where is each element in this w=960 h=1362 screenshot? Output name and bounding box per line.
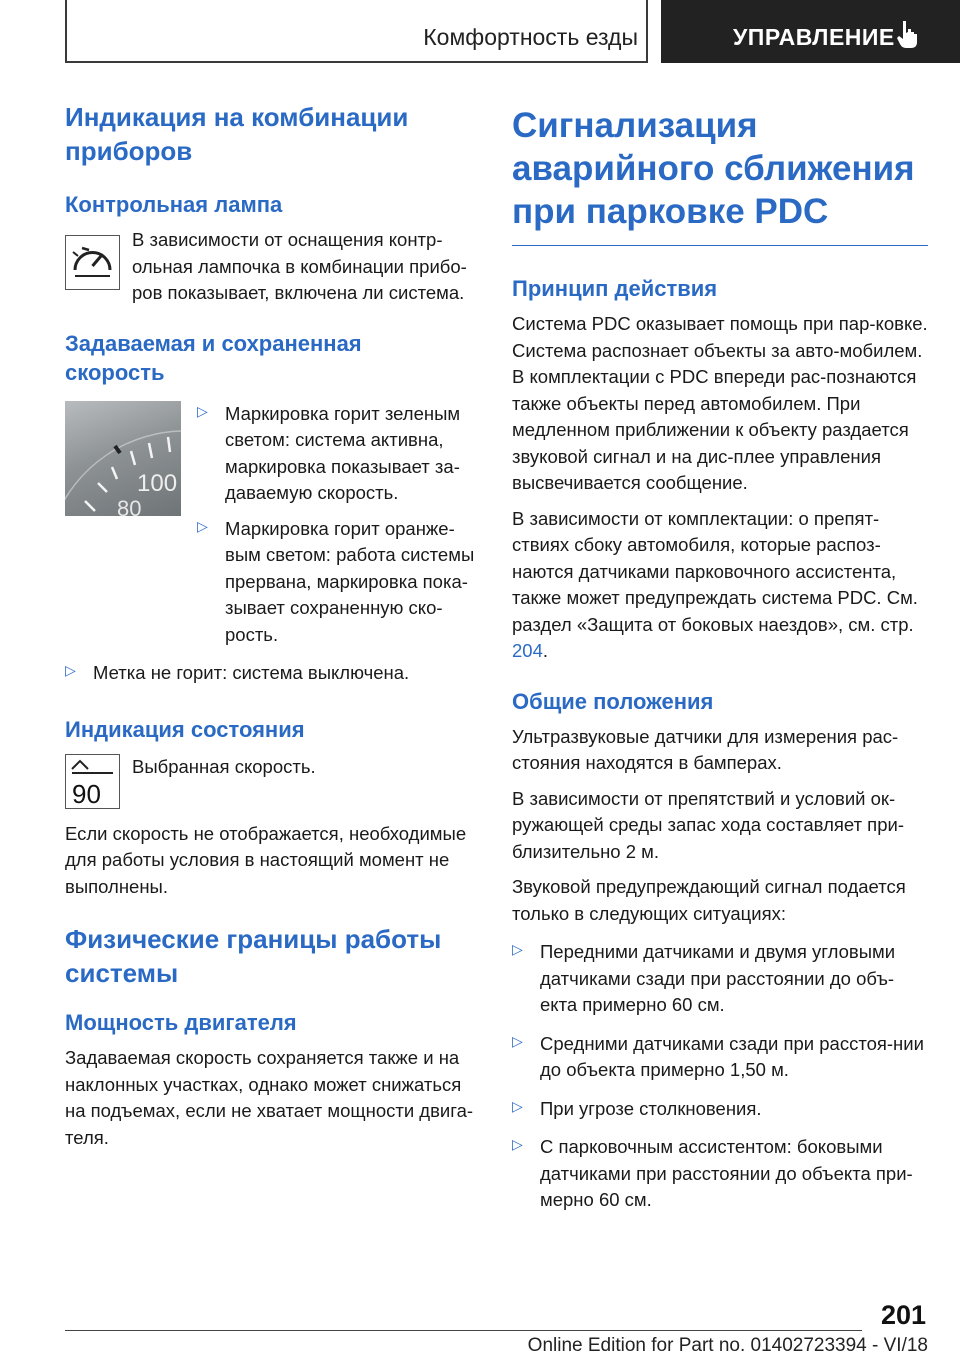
left-column xyxy=(65,100,477,1151)
gauge-label-80: 80 xyxy=(117,495,142,516)
list-item: ▷ Метка не горит: система выключена. xyxy=(65,660,477,687)
engine-description: Задаваемая скорость сохраняется также и на наклонных участках, однако может снижаться на подъемах, если не хватает мощности двига-теля. xyxy=(65,1047,474,1148)
speedometer-image xyxy=(65,401,181,516)
page-title: Сигнализация аварийного сближения при парковке PDC xyxy=(512,106,915,231)
list-item: ▷ Маркировка горит оранже-вым светом: работа системы прервана, маркировка пока-зывает сохраненную ско-рость. xyxy=(197,516,477,649)
signal-text: Звуковой предупреждающий сигнал подается только в следующих ситуациях: xyxy=(512,876,906,924)
status-description: Выбранная скорость. xyxy=(132,755,316,777)
bullet-triangle-icon: ▷ xyxy=(197,517,208,534)
ultrasonic-text: Ультразвуковые датчики для измерения рас-стояния находятся в бамперах. xyxy=(512,725,899,773)
heading-control-lamp: Контрольная лампа xyxy=(65,192,283,217)
section-title: Комфортность езды xyxy=(423,24,638,50)
gauge-label-100: 100 xyxy=(137,469,178,497)
bullet-triangle-icon: ▷ xyxy=(65,662,76,678)
list-item: ▷ При угрозе столкновения. xyxy=(512,1096,928,1123)
side-protection-text: В зависимости от комплектации: о препят-ствиях сбоку автомобиля, которые распоз-наются датчиками парковочного ассистента, также может предупреждать система PDC. См. раздел «Защита от боковых наездов», см. стр. 204. xyxy=(512,507,918,661)
heading-status: Индикация состояния xyxy=(65,716,305,742)
bullet-triangle-icon: ▷ xyxy=(512,1136,523,1152)
list-item: ▷ Передними датчиками и двумя угловыми датчиками сзади при расстоянии до объ-екта примерно 60 см. xyxy=(512,939,928,1019)
range-text: В зависимости от препятствий и условий ок-ружающей среды запас хода составляет при-близительно 2 м. xyxy=(512,787,904,862)
heading-principle: Принцип действия xyxy=(512,276,718,301)
page-link-204[interactable]: 204 xyxy=(512,640,543,661)
page-number: 201 xyxy=(880,1300,926,1330)
footer-edition: Online Edition for Part no. 01402723394 - VI/18 xyxy=(527,1335,928,1356)
bullet-triangle-icon: ▷ xyxy=(512,941,523,957)
heading-engine-power: Мощность двигателя xyxy=(65,1010,297,1035)
status-note: Если скорость не отображается, необходимые для работы условия в настоящий момент не выполнены. xyxy=(65,822,467,897)
list-item: ▷ Маркировка горит зеленым светом: система активна, маркировка показывает за-даваемую скорость. xyxy=(197,401,477,507)
pointing-hand-icon xyxy=(896,19,920,49)
heading-general: Общие положения xyxy=(512,688,714,714)
bullet-triangle-icon: ▷ xyxy=(197,402,208,419)
principle-text: Система PDC оказывает помощь при пар-ковке. Система распознает объекты за авто-мобилем. В комплектации с PDC впереди рас-познаются также объекты перед автомобилем. При медленном приближении к объекту раздается звуковой сигнал и на дис-плее управления высвечивается сообщение. xyxy=(512,313,928,493)
set-speed-90-icon xyxy=(65,754,120,809)
lamp-description: В зависимости от оснащения контр-ольная лампочка в комбинации прибо-ров показывает, включена ли система. xyxy=(132,229,467,303)
heading-indication: Индикация на комбинации приборов xyxy=(65,102,409,166)
list-item: ▷ С парковочным ассистентом: боковыми датчиками при расстоянии до объекта при-мерно 60 см. xyxy=(512,1134,928,1214)
heading-set-speed: Задаваемая и сохраненная скорость xyxy=(65,330,362,385)
speed-limiter-lamp-icon xyxy=(65,235,120,290)
bullet-triangle-icon: ▷ xyxy=(512,1032,523,1049)
heading-physical-limits: Физические границы работы системы xyxy=(65,924,442,988)
list-item: ▷ Средними датчиками сзади при расстоя-нии до объекта примерно 1,50 м. xyxy=(512,1031,928,1084)
title-divider xyxy=(512,245,928,246)
chapter-label: УПРАВЛЕНИЕ xyxy=(733,24,895,50)
chapter-tab xyxy=(661,0,960,63)
footer-divider xyxy=(65,1330,862,1331)
right-column xyxy=(512,104,928,1214)
bullet-triangle-icon: ▷ xyxy=(512,1097,523,1114)
status-icon-value: 90 xyxy=(72,778,101,808)
